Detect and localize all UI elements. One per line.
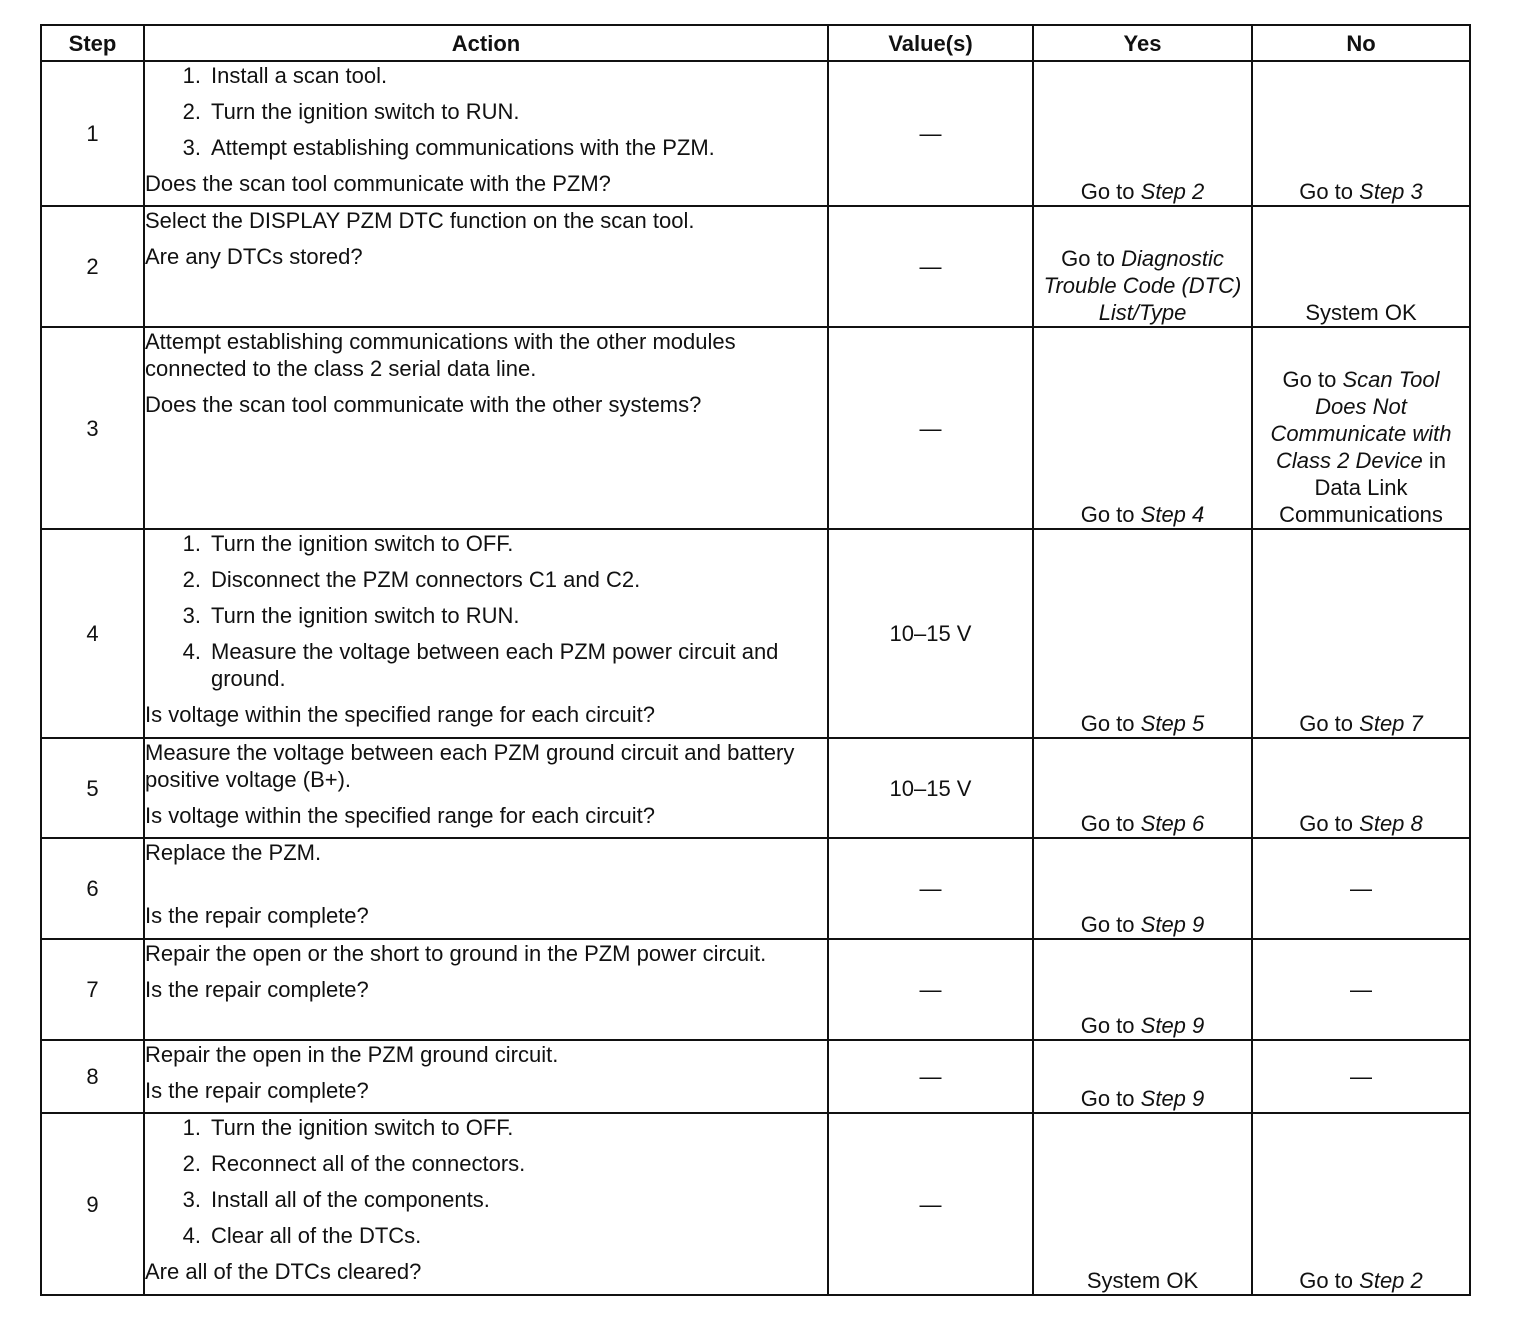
action-cell	[144, 1040, 828, 1113]
table-row	[41, 529, 1470, 738]
section-name: Data Link Communications	[1279, 475, 1443, 527]
substep: 2. Disconnect the PZM connectors C1 and C2.	[182, 567, 641, 592]
action-cell	[144, 939, 828, 1040]
step-number: 1	[41, 61, 144, 206]
action-question: Is voltage within the specified range for each circuit?	[145, 803, 655, 828]
section-link: Scan Tool Does Not Communicate with Class 2 Device	[1270, 367, 1452, 473]
action-question: Are any DTCs stored?	[145, 244, 363, 269]
step-number: 4	[41, 529, 144, 738]
substep: 2. Turn the ignition switch to RUN.	[182, 99, 520, 124]
no-cell: Go to Step 7	[1252, 529, 1470, 738]
step-number: 6	[41, 838, 144, 939]
no-cell: —	[1252, 1040, 1470, 1113]
action-cell	[144, 61, 828, 206]
substep-list	[145, 1114, 827, 1249]
no-cell: —	[1252, 939, 1470, 1040]
value-cell: 10–15 V	[828, 738, 1033, 838]
yes-cell: Go to Step 9	[1033, 838, 1252, 939]
step-number: 5	[41, 738, 144, 838]
action-question: Is the repair complete?	[145, 903, 369, 928]
table-row	[41, 1113, 1470, 1295]
step-link: Step 9	[1140, 912, 1205, 937]
action-question: Does the scan tool communicate with the PZM?	[145, 171, 611, 196]
header-no: No	[1252, 25, 1470, 61]
value-cell: —	[828, 206, 1033, 327]
step-link: Step 5	[1140, 711, 1205, 736]
table-row	[41, 738, 1470, 838]
yes-cell: Go to Diagnostic Trouble Code (DTC) List/Type	[1033, 206, 1252, 327]
substep: 1. Install a scan tool.	[182, 63, 388, 88]
step-link: Step 8	[1359, 811, 1423, 836]
action-cell	[144, 529, 828, 738]
section-link: Diagnostic Trouble Code (DTC) List/Type	[1043, 246, 1242, 325]
step-link: Step 3	[1359, 179, 1423, 204]
action-text: Select the DISPLAY PZM DTC function on the scan tool.	[145, 208, 695, 233]
step-link: Step 4	[1140, 502, 1205, 527]
action-question: Is the repair complete?	[145, 977, 369, 1002]
no-cell: System OK	[1252, 206, 1470, 327]
step-link: Step 6	[1140, 811, 1205, 836]
action-question: Is the repair complete?	[145, 1078, 369, 1103]
step-link: Step 9	[1140, 1086, 1205, 1111]
table-row	[41, 838, 1470, 939]
no-cell: Go to Scan Tool Does Not Communicate with Class 2 Device in Data Link Communications	[1252, 327, 1470, 529]
action-text: Replace the PZM.	[145, 840, 322, 865]
substep: 1. Turn the ignition switch to OFF.	[182, 1115, 514, 1140]
action-cell	[144, 1113, 828, 1295]
substep: 3. Attempt establishing communications with the PZM.	[182, 135, 715, 160]
value-cell: 10–15 V	[828, 529, 1033, 738]
action-text: Repair the open or the short to ground in the PZM power circuit.	[145, 941, 767, 966]
step-link: Step 9	[1140, 1013, 1205, 1038]
yes-cell: Go to Step 5	[1033, 529, 1252, 738]
action-question: Is voltage within the specified range for each circuit?	[145, 702, 655, 727]
no-cell: Go to Step 2	[1252, 1113, 1470, 1295]
value-cell: —	[828, 939, 1033, 1040]
no-cell: —	[1252, 838, 1470, 939]
step-number: 7	[41, 939, 144, 1040]
substep: 4. Measure the voltage between each PZM power circuit and ground.	[182, 639, 779, 691]
value-cell: —	[828, 838, 1033, 939]
step-link: Step 2	[1359, 1268, 1423, 1293]
action-cell	[144, 327, 828, 529]
diagnostic-table	[40, 24, 1471, 1296]
action-text: Measure the voltage between each PZM ground circuit and battery positive voltage (B+).	[145, 740, 795, 792]
substep: 2. Reconnect all of the connectors.	[182, 1151, 526, 1176]
header-action: Action	[144, 25, 828, 61]
step-number: 8	[41, 1040, 144, 1113]
no-cell: Go to Step 3	[1252, 61, 1470, 206]
action-cell	[144, 838, 828, 939]
step-link: Step 2	[1140, 179, 1205, 204]
table-row	[41, 206, 1470, 327]
no-cell: Go to Step 8	[1252, 738, 1470, 838]
substep: 4. Clear all of the DTCs.	[182, 1223, 422, 1248]
header-row	[41, 25, 1470, 61]
step-link: Step 7	[1359, 711, 1423, 736]
action-question: Does the scan tool communicate with the other systems?	[145, 392, 702, 417]
action-text: Attempt establishing communications with the other modules connected to the class 2 serial data line.	[145, 329, 736, 381]
action-question: Are all of the DTCs cleared?	[145, 1259, 422, 1284]
yes-cell: Go to Step 4	[1033, 327, 1252, 529]
step-number: 9	[41, 1113, 144, 1295]
header-yes: Yes	[1033, 25, 1252, 61]
step-number: 3	[41, 327, 144, 529]
value-cell: —	[828, 1113, 1033, 1295]
value-cell: —	[828, 1040, 1033, 1113]
step-number: 2	[41, 206, 144, 327]
table-row	[41, 327, 1470, 529]
yes-cell: Go to Step 9	[1033, 939, 1252, 1040]
substep: 3. Turn the ignition switch to RUN.	[182, 603, 520, 628]
substep: 1. Turn the ignition switch to OFF.	[182, 531, 514, 556]
yes-cell: Go to Step 9	[1033, 1040, 1252, 1113]
substep-list	[145, 530, 827, 692]
substep: 3. Install all of the components.	[182, 1187, 490, 1212]
table-row	[41, 61, 1470, 206]
substep-list	[145, 62, 827, 161]
yes-cell: Go to Step 2	[1033, 61, 1252, 206]
table-row	[41, 1040, 1470, 1113]
value-cell: —	[828, 61, 1033, 206]
header-values: Value(s)	[828, 25, 1033, 61]
action-text: Repair the open in the PZM ground circuit.	[145, 1042, 559, 1067]
yes-cell: System OK	[1033, 1113, 1252, 1295]
value-cell: —	[828, 327, 1033, 529]
action-cell	[144, 738, 828, 838]
header-step: Step	[41, 25, 144, 61]
table-row	[41, 939, 1470, 1040]
yes-cell: Go to Step 6	[1033, 738, 1252, 838]
action-cell	[144, 206, 828, 327]
